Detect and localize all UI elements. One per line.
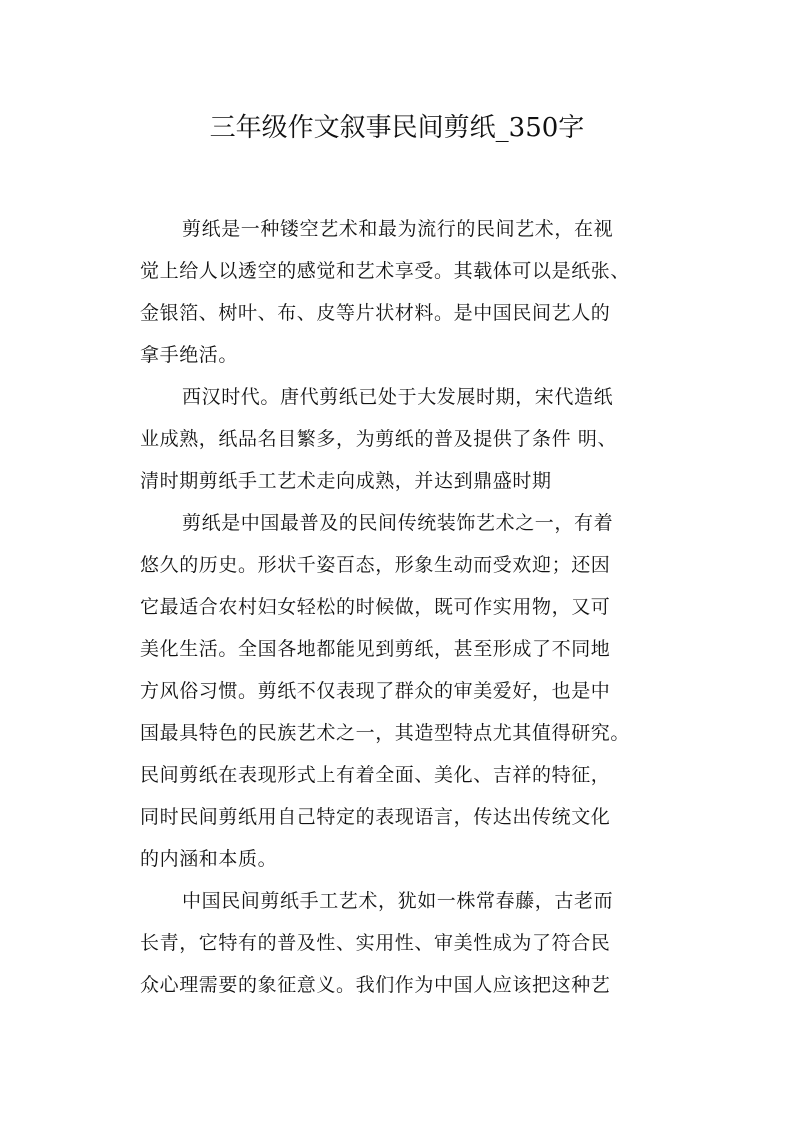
paragraph-2 bbox=[140, 376, 661, 502]
text-line: 民间剪纸在表现形式上有着全面、美化、吉祥的特征， bbox=[140, 764, 611, 786]
text-line: 清时期剪纸手工艺术走向成熟，并达到鼎盛时期 bbox=[140, 470, 552, 492]
text-line: 业成熟，纸品名目繁多，为剪纸的普及提供了条件 明、 bbox=[140, 428, 618, 450]
text-line: 悠久的历史。形状千姿百态，形象生动而受欢迎；还因 bbox=[140, 554, 611, 576]
text-line: 西汉时代。唐代剪纸已处于大发展时期，宋代造纸 bbox=[182, 386, 614, 408]
text-line: 拿手绝活。 bbox=[140, 344, 239, 366]
document-title: 三年级作文叙事民间剪纸_350字 bbox=[209, 113, 585, 143]
text-line: 众心理需要的象征意义。我们作为中国人应该把这种艺 bbox=[140, 974, 611, 996]
paragraph-1 bbox=[140, 208, 661, 376]
text-line: 剪纸是中国最普及的民间传统装饰艺术之一，有着 bbox=[182, 512, 614, 534]
text-line: 中国民间剪纸手工艺术，犹如一株常春藤，古老而 bbox=[182, 890, 614, 912]
text-line: 的内涵和本质。 bbox=[140, 848, 278, 870]
text-line: 同时民间剪纸用自己特定的表现语言，传达出传统文化 bbox=[140, 806, 611, 828]
text-line: 方风俗习惯。剪纸不仅表现了群众的审美爱好，也是中 bbox=[140, 680, 611, 702]
document-body bbox=[140, 208, 661, 1006]
text-line: 它最适合农村妇女轻松的时候做，既可作实用物，又可 bbox=[140, 596, 611, 618]
paragraph-3 bbox=[140, 502, 661, 880]
text-line: 美化生活。全国各地都能见到剪纸，甚至形成了不同地 bbox=[140, 638, 611, 660]
text-line: 金银箔、树叶、布、皮等片状材料。是中国民间艺人的 bbox=[140, 302, 611, 324]
text-line: 剪纸是一种镂空艺术和最为流行的民间艺术，在视 bbox=[182, 218, 614, 240]
paragraph-4 bbox=[140, 880, 661, 1006]
text-line: 觉上给人以透空的感觉和艺术享受。其载体可以是纸张、 bbox=[140, 260, 631, 282]
text-line: 国最具特色的民族艺术之一，其造型特点尤其值得研究。 bbox=[140, 722, 631, 744]
text-line: 长青，它特有的普及性、实用性、审美性成为了符合民 bbox=[140, 932, 611, 954]
